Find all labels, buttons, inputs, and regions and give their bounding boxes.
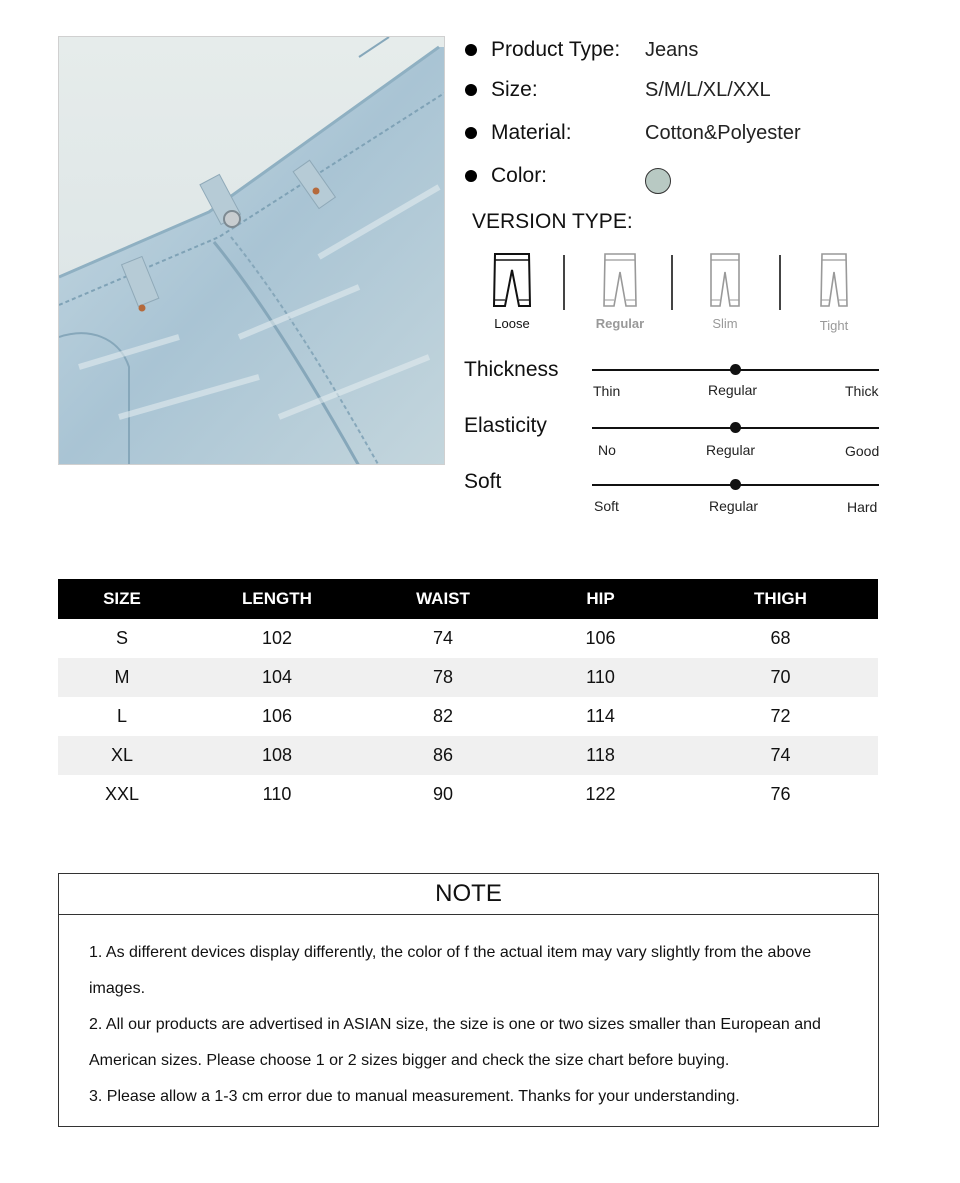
note-line: American sizes. Please choose 1 or 2 sizes bigger and check the size chart before buying. <box>89 1052 730 1069</box>
table-cell: 114 <box>586 706 615 726</box>
scale-mid-elasticity: Regular <box>706 442 756 458</box>
divider <box>671 255 673 310</box>
scale-high-soft: Hard <box>847 499 878 515</box>
col-header-thigh: THIGH <box>683 579 878 619</box>
scale-dot-soft[interactable] <box>730 479 741 490</box>
scale-label-elasticity: Elasticity <box>464 414 547 437</box>
table-cell: M <box>58 658 186 697</box>
version-type-title: VERSION TYPE: <box>472 210 633 233</box>
bullet-icon <box>465 44 477 56</box>
spec-label: Size: <box>491 78 538 101</box>
fit-regular[interactable] <box>590 252 650 331</box>
spec-label: Product Type: <box>491 38 621 61</box>
scale-high-thickness: Thick <box>845 383 879 399</box>
table-header-row <box>58 579 878 619</box>
fit-label: Regular <box>595 316 645 331</box>
fit-label: Tight <box>819 318 849 333</box>
table-cell: 74 <box>683 736 878 775</box>
table-cell: 90 <box>432 784 454 804</box>
fit-slim[interactable] <box>695 252 755 331</box>
note-line: images. <box>89 980 146 997</box>
scale-low-elasticity: No <box>598 442 616 458</box>
fit-label: Slim <box>712 316 738 331</box>
product-image <box>58 36 445 465</box>
note-line: 2. All our products are advertised in ASIAN size, the size is one or two sizes smaller than European and <box>89 1016 821 1033</box>
size-chart-table <box>58 579 878 814</box>
table-cell: 74 <box>432 628 454 648</box>
table-cell: S <box>115 628 128 648</box>
table-cell: 122 <box>585 784 616 804</box>
note-title: NOTE <box>59 874 878 915</box>
table-cell: 78 <box>368 658 518 697</box>
table-cell: 104 <box>186 658 368 697</box>
spec-value-color <box>645 166 671 196</box>
table-cell: 72 <box>770 706 791 726</box>
table-row <box>58 697 878 736</box>
table-row <box>58 736 878 775</box>
table-cell: XL <box>58 736 186 775</box>
color-swatch[interactable] <box>645 168 671 194</box>
divider <box>779 255 781 310</box>
table-cell: 110 <box>518 658 683 697</box>
table-cell: 70 <box>683 658 878 697</box>
slim-pants-icon <box>705 252 745 308</box>
table-cell: 110 <box>262 784 292 804</box>
scale-mid-thickness: Regular <box>708 382 758 398</box>
scale-label-soft: Soft <box>464 470 502 493</box>
spec-material <box>465 118 572 148</box>
spec-value-product-type: Jeans <box>645 38 699 61</box>
col-header-size: SIZE <box>58 579 186 619</box>
table-row <box>58 775 878 814</box>
note-box <box>58 873 879 1127</box>
note-body <box>59 915 878 1115</box>
fit-loose[interactable] <box>482 252 542 331</box>
spec-product-type <box>465 35 620 65</box>
fit-tight[interactable] <box>804 252 864 333</box>
scale-dot-elasticity[interactable] <box>730 422 741 433</box>
col-header-hip: HIP <box>518 579 683 619</box>
table-cell: 108 <box>186 736 368 775</box>
table-cell: 102 <box>261 628 293 648</box>
scale-label-thickness: Thickness <box>464 358 559 381</box>
spec-value-material: Cotton&Polyester <box>645 121 801 144</box>
scale-high-elasticity: Good <box>845 443 880 459</box>
scale-low-thickness: Thin <box>593 383 621 399</box>
loose-pants-icon <box>492 252 532 308</box>
col-header-waist: WAIST <box>368 579 518 619</box>
table-row <box>58 658 878 697</box>
table-cell: 106 <box>261 706 293 726</box>
table-cell: 86 <box>368 736 518 775</box>
spec-color <box>465 161 547 191</box>
table-cell: XXL <box>104 784 140 804</box>
scale-low-soft: Soft <box>594 498 619 514</box>
note-line: 1. As different devices display differently, the color of f the actual item may vary slightly from the above <box>89 944 812 961</box>
spec-label: Color: <box>491 164 548 187</box>
bullet-icon <box>465 127 477 139</box>
regular-pants-icon <box>600 252 640 308</box>
col-header-length: LENGTH <box>186 579 368 619</box>
note-line: 3. Please allow a 1-3 cm error due to manual measurement. Thanks for your understanding. <box>89 1088 740 1105</box>
table-cell: 106 <box>585 628 616 648</box>
table-cell: 118 <box>518 736 683 775</box>
table-cell: 76 <box>770 784 791 804</box>
scale-dot-thickness[interactable] <box>730 364 741 375</box>
scale-mid-soft: Regular <box>709 498 759 514</box>
fit-label: Loose <box>494 316 530 331</box>
table-cell: 82 <box>432 706 454 726</box>
spec-label: Material: <box>491 121 572 144</box>
bullet-icon <box>465 84 477 96</box>
spec-value-size: S/M/L/XL/XXL <box>645 78 771 101</box>
tight-pants-icon <box>814 252 854 308</box>
table-row <box>58 619 878 658</box>
divider <box>563 255 565 310</box>
spec-size <box>465 75 538 105</box>
table-cell: L <box>116 706 127 726</box>
table-cell: 68 <box>770 628 791 648</box>
bullet-icon <box>465 170 477 182</box>
jeans-illustration <box>59 37 445 465</box>
